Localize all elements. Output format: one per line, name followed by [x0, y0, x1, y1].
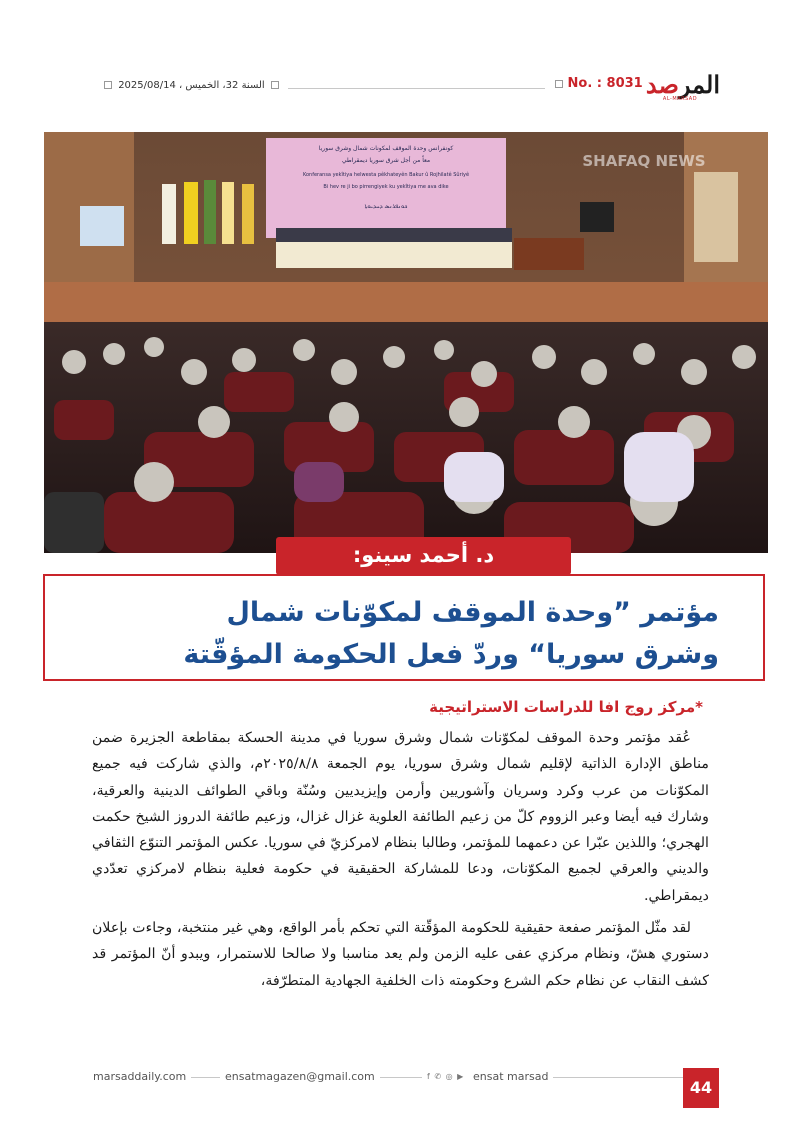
- magazine-logo: [640, 72, 720, 104]
- paragraph: عُقد مؤتمر وحدة الموقف لمكوّنات شمال وشرق سوريا في مدينة الحسكة بمقاطعة الجزيرة ضمن مناطق الإدارة الذاتية لإقليم شمال وشرق سوريا، يوم الجمعة ٢٠٢٥/٨/٨م، والذي شاركت فيه جميع المكوّنات من عرب وكرد وسريان وآشوريين وأرمن وإيزيديين وسُنّة وباقي الطوائف الدينية والعرقية، وشارك فيه أيضا وعبر الزووم كلّ من زعيم الطائفة العلوية غزال غزال، وزعيم طائفة الدروز الشيخ حكمت الهجري؛ واللذين عبّرا عن دعمهما للمؤتمر، وطالبا بنظام لامركزيّ في سوريا. عكس المؤتمر التنوّع الثقافي والديني والعرقي لجميع المكوّنات، ودعا للمشاركة الحقيقية في حكومة فعلية بنظام لامركزي تعدّدي ديمقراطي.: [92, 730, 709, 904]
- banner-line-1: كونفرانس وحدة الموقف لمكونات شمال وشرق سوريا: [318, 145, 454, 152]
- banner-line-5: ܟܘܢܦܪܢܣ ܕܚܕܝܘܬܐ: [364, 203, 408, 210]
- paragraph: لقد مثّل المؤتمر صفعة حقيقية للحكومة المؤقّتة التي تحكم بأمر الواقع، وهي غير منتخبة، وجاءت بإعلان دستوري هشّ، ونظام مركزي عفى عليه الزمن ولم يعد مناسبا ولا صالحا للاستمرار، ويبدو أنّ المؤتمر قد كشف النقاب عن نظام حكم الشرع وحكومته ذات الخلفية الجهادية المتطرّفة،: [92, 920, 709, 989]
- issue-number-text: No. : 8031: [567, 76, 643, 91]
- title-line-2: وشرق سوريا“ وردّ فعل الحكومة المؤقّتة: [183, 639, 719, 670]
- author-tag: د. أحمد سينو:: [276, 537, 571, 575]
- byline: *مركز روج افا للدراسات الاستراتيجية: [429, 698, 703, 716]
- square-bullet-icon: [104, 81, 112, 89]
- account-name: ensat marsad: [468, 1070, 553, 1083]
- square-bullet-icon: [555, 80, 563, 88]
- email-link[interactable]: ensatmagazen@gmail.com: [220, 1070, 380, 1083]
- conference-photo: [44, 132, 768, 553]
- conference-photo-illustration: [44, 132, 768, 553]
- article-title: [79, 592, 719, 676]
- banner-line-4: Bi hev re ji bo pirrengiyek ku yekîtiya me ava dike: [323, 184, 449, 190]
- social-icons[interactable]: f ✆ ◎ ▶: [422, 1072, 469, 1081]
- logo-subtitle: AL-MARSAD: [662, 96, 698, 102]
- banner-line-2: معاً من أجل شرق سوريا ديمقراطي: [341, 157, 431, 164]
- article-body: [92, 725, 709, 994]
- logo-red-part: صد: [645, 70, 679, 99]
- title-box: [43, 574, 765, 681]
- issue-number: [545, 76, 649, 91]
- page-footer: [88, 1068, 718, 1108]
- banner-line-3: Konferansa yekîtiya helwesta pêkhateyên Bakur û Rojhilatê Sûriyê: [302, 172, 470, 178]
- square-bullet-icon: [271, 81, 279, 89]
- page-header: [95, 72, 720, 102]
- photo-watermark: SHAFAQ NEWS: [582, 152, 706, 170]
- date-text: السنة 32، الخميس ، 2025/08/14: [118, 80, 265, 91]
- logo-wordmark: [640, 72, 720, 98]
- date-line: [95, 80, 288, 91]
- logo-dark-part: المر: [678, 70, 720, 99]
- title-line-1: مؤتمر ”وحدة الموقف لمكوّنات شمال: [226, 597, 719, 628]
- page-number: 44: [683, 1068, 719, 1108]
- website-link[interactable]: marsaddaily.com: [88, 1070, 191, 1083]
